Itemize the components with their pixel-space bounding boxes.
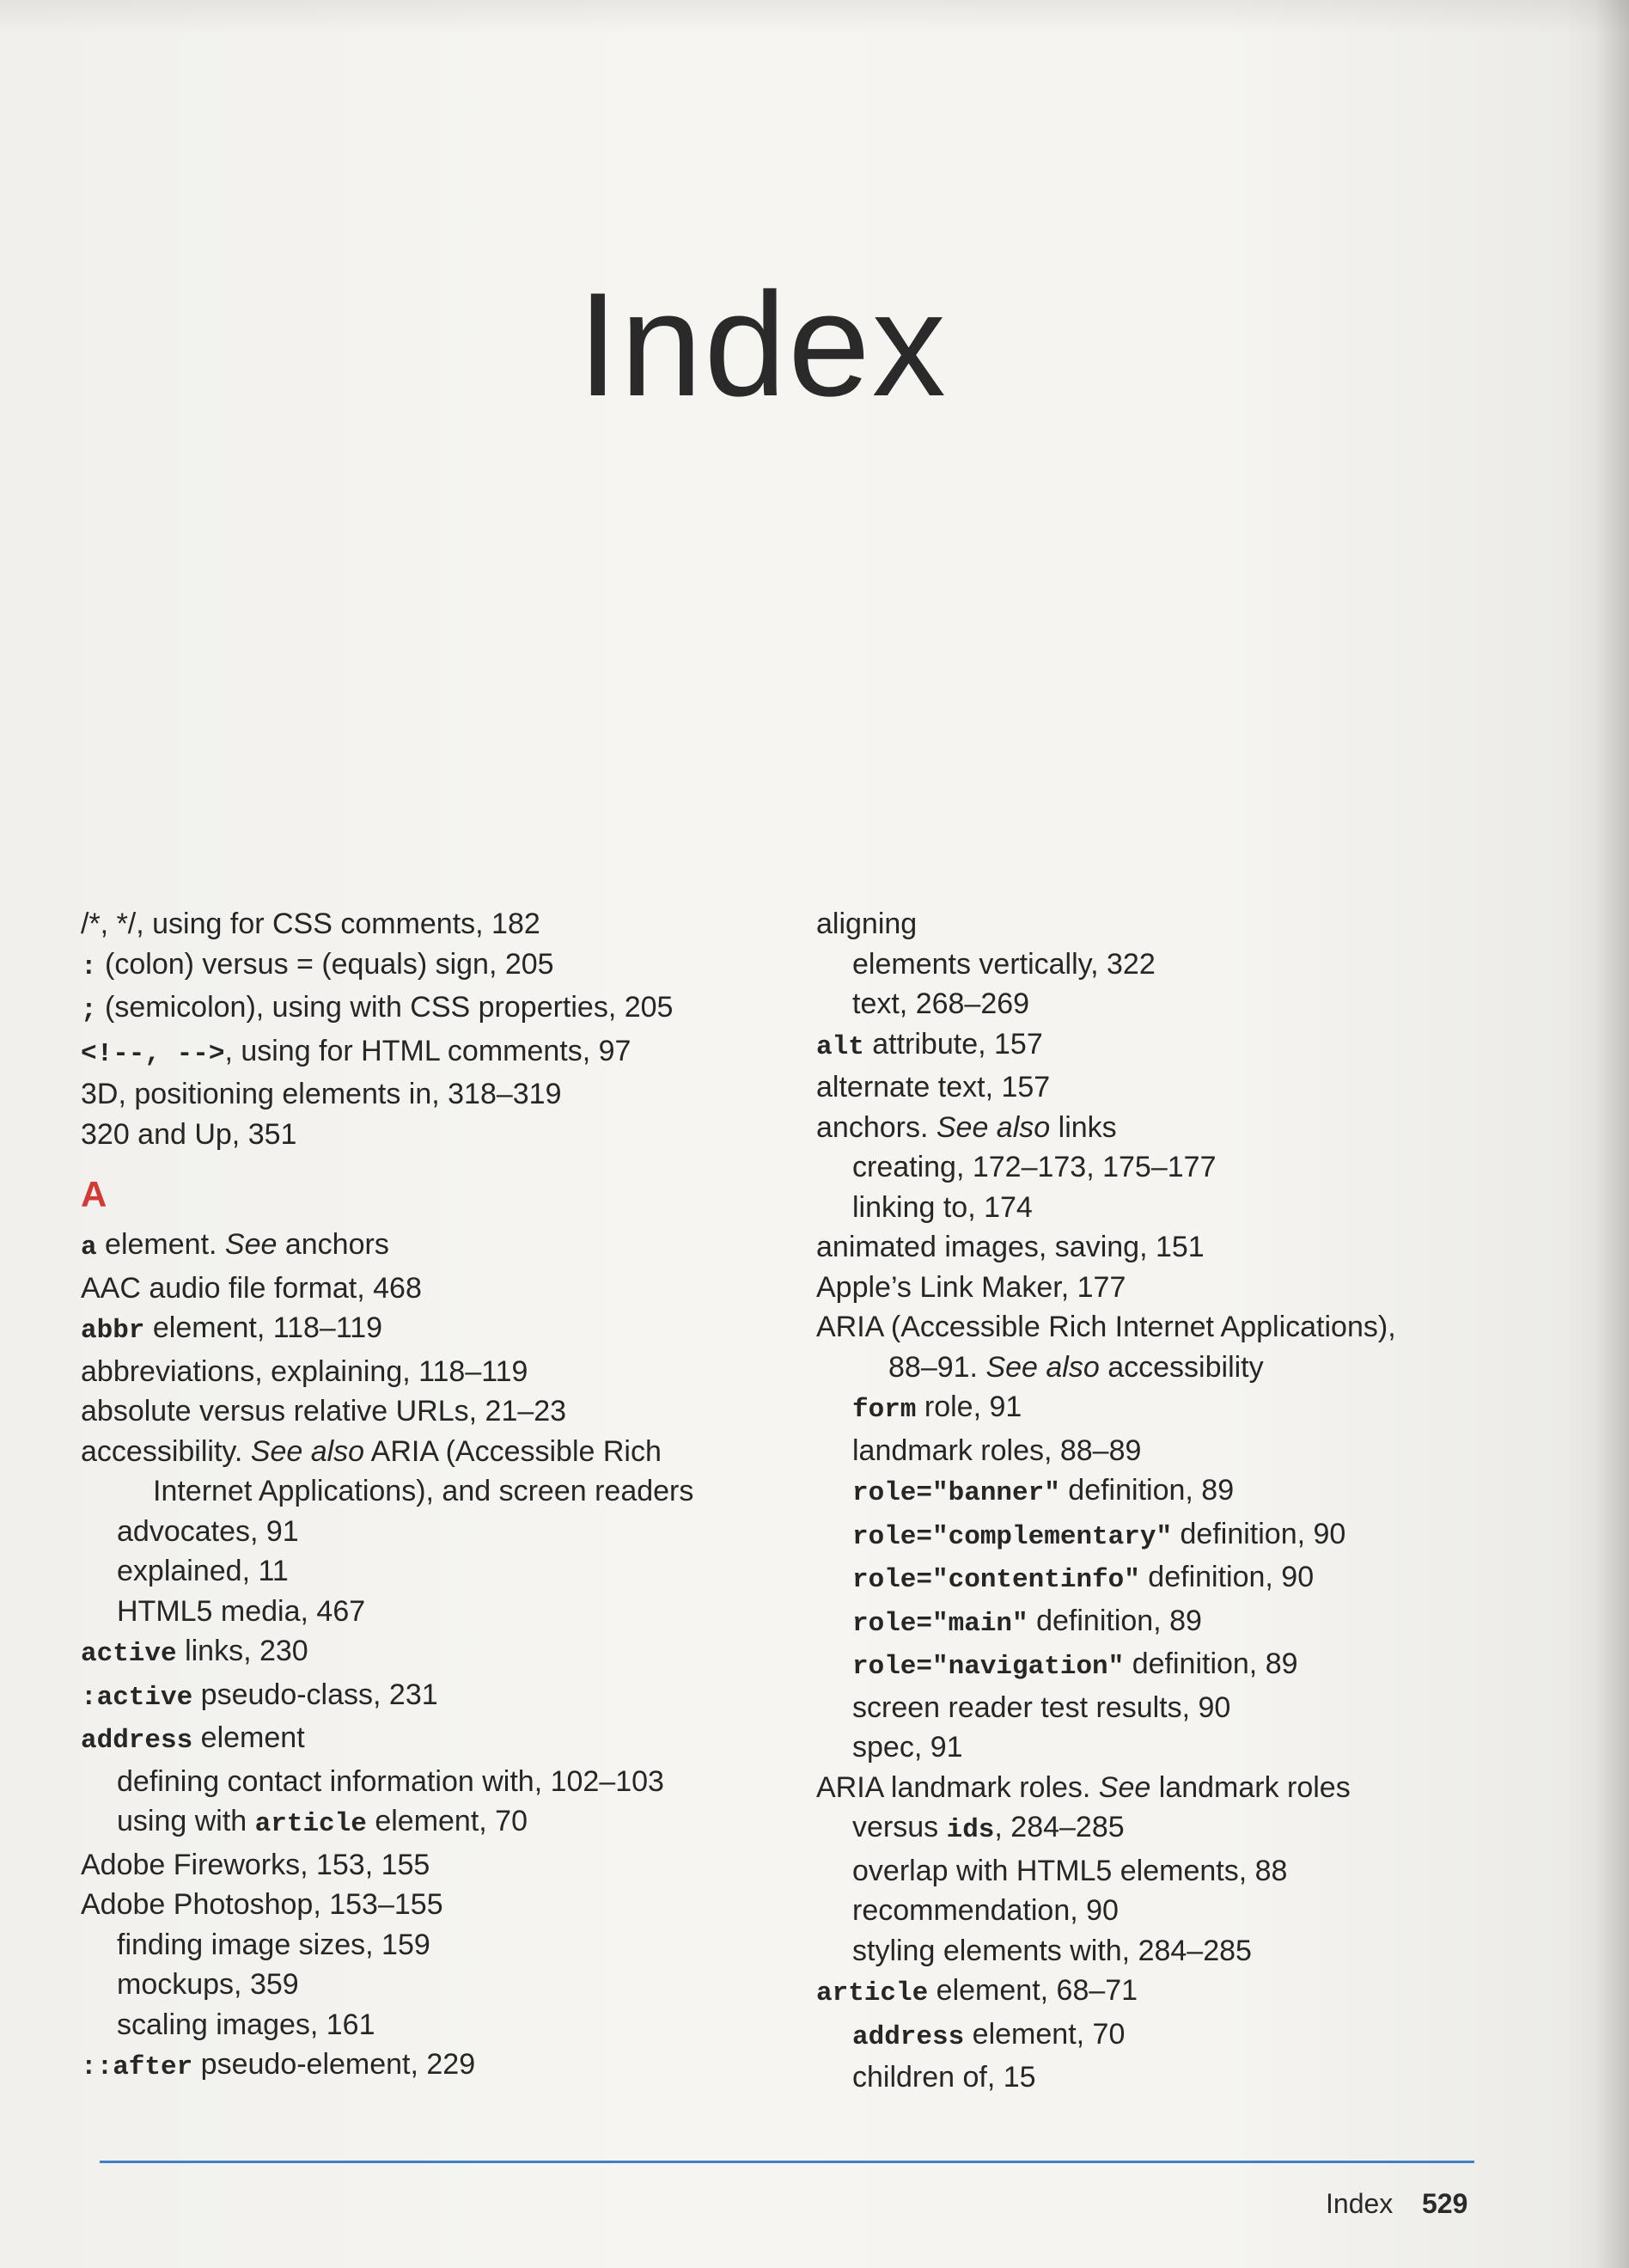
code-term: role="complementary" <box>852 1521 1173 1552</box>
page-top-shadow <box>0 0 1629 34</box>
index-entry <box>816 1268 1486 1308</box>
entry-text: recommendation, 90 <box>852 1894 1119 1927</box>
entry-text: /*, */, using for CSS comments, 182 <box>81 908 540 940</box>
entry-text: pseudo-element, 229 <box>192 2048 476 2081</box>
entry-text: overlap with HTML5 elements, 88 <box>852 1854 1288 1887</box>
cross-reference-label: See <box>1098 1770 1151 1804</box>
entry-text: explained, 11 <box>117 1555 289 1587</box>
entry-text: element, 118–119 <box>144 1311 383 1344</box>
entry-text: AAC audio file format, 468 <box>81 1271 422 1305</box>
index-subentry <box>816 1387 1486 1431</box>
entry-text: definition, 89 <box>1059 1474 1235 1507</box>
entry-text: screen reader test results, 90 <box>852 1690 1231 1724</box>
index-subentry <box>81 1512 785 1552</box>
index-subentry <box>81 1965 785 2005</box>
entry-text: Adobe Photoshop, 153–155 <box>81 1888 443 1921</box>
index-entry <box>81 1308 785 1352</box>
index-subentry <box>816 1644 1486 1688</box>
entry-text: spec, 91 <box>852 1731 963 1764</box>
index-subentry <box>816 1851 1486 1892</box>
page-number: 529 <box>1422 2188 1468 2219</box>
entry-text: ARIA landmark roles. <box>816 1770 1099 1804</box>
index-column-right <box>816 904 1486 2098</box>
index-subentry <box>81 1551 785 1592</box>
index-entry <box>81 1225 785 1268</box>
index-entry <box>81 904 785 944</box>
footer-rule <box>100 2161 1474 2163</box>
entry-text: accessibility. <box>81 1434 251 1468</box>
index-entry <box>81 987 785 1031</box>
entry-text: landmark roles, 88–89 <box>852 1434 1142 1467</box>
index-entry <box>81 1675 785 1719</box>
index-subentry <box>81 2005 785 2045</box>
index-subentry <box>816 2057 1486 2098</box>
index-entry <box>816 1971 1486 2014</box>
cross-reference-label: See also <box>250 1434 365 1468</box>
code-term: alt <box>816 1031 864 1062</box>
index-entry <box>81 1631 785 1675</box>
index-subentry <box>816 1147 1486 1188</box>
entry-text: , using for HTML comments, 97 <box>224 1034 631 1067</box>
entry-text: abbreviations, explaining, 118–119 <box>81 1354 528 1388</box>
cross-reference-label: See <box>224 1228 278 1261</box>
entry-text: ARIA (Accessible Rich Internet Applications), <box>816 1311 1396 1343</box>
entry-text: alternate text, 157 <box>816 1071 1051 1103</box>
entry-text: styling elements with, 284–285 <box>852 1934 1252 1967</box>
index-subentry <box>81 1925 785 1965</box>
index-entry <box>816 1227 1486 1268</box>
entry-text: anchors. <box>816 1110 937 1144</box>
cross-reference-label: See also <box>985 1350 1100 1384</box>
index-subentry <box>816 1431 1486 1471</box>
index-entry <box>816 1108 1486 1148</box>
index-subentry <box>816 944 1486 985</box>
entry-text: 88–91. <box>888 1350 986 1384</box>
entry-text: landmark roles <box>1150 1770 1351 1804</box>
index-subentry <box>816 1807 1486 1851</box>
entry-text: element, 70 <box>366 1805 528 1837</box>
code-term: ; <box>81 995 97 1025</box>
entry-text: definition, 89 <box>1028 1604 1202 1637</box>
index-entry <box>81 1432 785 1472</box>
page-title: Index <box>577 262 948 428</box>
entry-text: text, 268–269 <box>852 987 1030 1020</box>
cross-reference-label: See also <box>936 1110 1051 1144</box>
entry-text: creating, 172–173, 175–177 <box>852 1151 1217 1183</box>
entry-text: Adobe Fireworks, 153, 155 <box>81 1848 430 1881</box>
index-subentry <box>816 2014 1486 2058</box>
entry-text: attribute, 157 <box>863 1027 1043 1061</box>
section-letter: A <box>81 1174 107 1214</box>
index-subentry <box>816 1348 1486 1388</box>
code-term: ids <box>946 1815 995 1845</box>
footer-label: Index <box>1326 2188 1394 2219</box>
entry-text: linking to, 174 <box>852 1190 1033 1224</box>
index-subentry <box>816 1514 1486 1558</box>
index-entry <box>816 1768 1486 1808</box>
entry-text: definition, 89 <box>1124 1648 1298 1680</box>
index-subentry <box>81 1471 785 1512</box>
index-entry <box>816 904 1486 944</box>
entry-text: accessibility <box>1099 1350 1264 1384</box>
index-subentry <box>816 1557 1486 1601</box>
entry-text: Internet Applications), and screen readers <box>153 1475 694 1507</box>
index-entry <box>81 2045 785 2088</box>
entry-text: definition, 90 <box>1172 1517 1346 1550</box>
code-term: role="main" <box>852 1608 1028 1639</box>
index-subentry <box>816 1931 1486 1972</box>
entry-text: role, 91 <box>916 1391 1022 1423</box>
index-entry <box>81 1885 785 1925</box>
entry-text: element <box>192 1721 305 1754</box>
index-subentry <box>816 1727 1486 1768</box>
index-entry <box>81 1115 785 1155</box>
code-term: <!--, --> <box>81 1038 225 1069</box>
index-entry <box>816 1067 1486 1108</box>
entry-text: element, 70 <box>964 2017 1126 2051</box>
code-term: address <box>852 2021 965 2052</box>
entry-text: (semicolon), using with CSS properties, 205 <box>96 991 674 1024</box>
code-term: ::after <box>81 2052 193 2082</box>
index-entry <box>81 944 785 988</box>
index-subentry <box>816 1470 1486 1514</box>
entry-text: advocates, 91 <box>117 1514 299 1548</box>
index-entry <box>81 1268 785 1309</box>
entry-text: aligning <box>816 908 918 940</box>
entry-text: links <box>1050 1110 1117 1144</box>
index-entry <box>81 1718 785 1762</box>
index-entry <box>816 1024 1486 1068</box>
index-subentry <box>816 1188 1486 1228</box>
entry-text: anchors <box>277 1228 389 1261</box>
index-entry <box>81 1352 785 1392</box>
index-entry <box>81 1391 785 1432</box>
entry-text: versus <box>852 1811 947 1843</box>
entry-text: pseudo-class, 231 <box>192 1678 438 1711</box>
code-term: article <box>816 1978 929 2008</box>
code-term: role="navigation" <box>852 1652 1125 1682</box>
entry-text: elements vertically, 322 <box>852 947 1156 981</box>
entry-text: 320 and Up, 351 <box>81 1117 297 1151</box>
index-entry <box>816 1307 1486 1348</box>
entry-text: element, 68–71 <box>928 1974 1138 2007</box>
entry-text: finding image sizes, 159 <box>117 1928 430 1961</box>
code-term: active <box>81 1639 177 1669</box>
index-subentry <box>81 1762 785 1802</box>
entry-text: element. <box>96 1228 225 1261</box>
entry-text: defining contact information with, 102–103 <box>117 1764 664 1798</box>
index-subentry <box>81 1801 785 1845</box>
entry-text: scaling images, 161 <box>117 2008 375 2041</box>
entry-text: mockups, 359 <box>117 1968 299 2001</box>
code-term: address <box>81 1726 193 1756</box>
entry-text: absolute versus relative URLs, 21–23 <box>81 1395 567 1427</box>
entry-text: using with <box>117 1805 255 1837</box>
code-term: :active <box>81 1682 193 1713</box>
index-entry <box>81 1074 785 1115</box>
entry-text: animated images, saving, 151 <box>816 1231 1205 1263</box>
entry-text: links, 230 <box>176 1635 308 1667</box>
entry-text: children of, 15 <box>852 2061 1036 2094</box>
entry-text: , 284–285 <box>994 1811 1125 1843</box>
index-subentry <box>816 1601 1486 1645</box>
entry-text: HTML5 media, 467 <box>117 1594 366 1628</box>
code-term: article <box>254 1809 367 1839</box>
index-subentry <box>816 1891 1486 1931</box>
code-term: form <box>852 1395 917 1425</box>
entry-text: ARIA (Accessible Rich <box>364 1434 662 1468</box>
index-subentry <box>816 1688 1486 1728</box>
code-term: : <box>81 951 97 982</box>
entry-text: 3D, positioning elements in, 318–319 <box>81 1078 562 1110</box>
code-term: role="banner" <box>852 1478 1060 1508</box>
page-edge-shadow <box>1595 0 1629 2268</box>
code-term: abbr <box>81 1316 145 1346</box>
index-entry <box>81 1845 785 1886</box>
index-entry <box>81 1031 785 1075</box>
entry-text: (colon) versus = (equals) sign, 205 <box>96 947 554 981</box>
code-term: role="contentinfo" <box>852 1565 1140 1595</box>
entry-text: definition, 90 <box>1139 1561 1315 1593</box>
index-subentry <box>816 984 1486 1024</box>
index-subentry <box>81 1592 785 1632</box>
entry-text: Apple’s Link Maker, 177 <box>816 1270 1126 1304</box>
code-term: a <box>81 1232 97 1262</box>
index-column-left <box>81 904 785 2088</box>
